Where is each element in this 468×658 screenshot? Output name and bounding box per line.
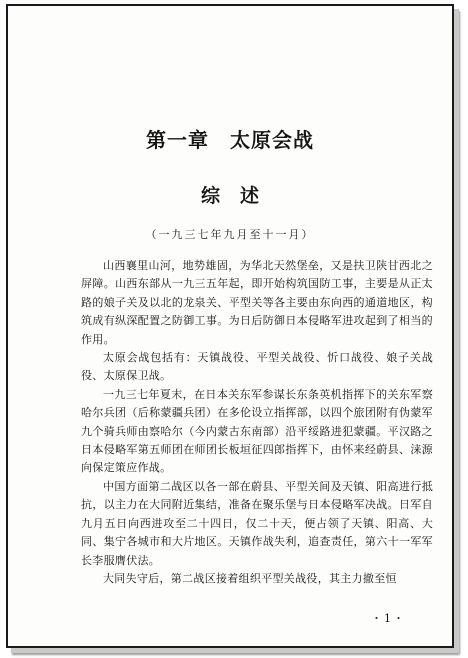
paragraph: 山西襄里山河，地势雄固，为华北天然堡垒，又是扶卫陕甘西北之屏障。山西东部从一九三五年起，即开始构筑国防工事，主要是从正太路的娘子关及以北的龙泉关、平型关等各主要由东向西的通道地区，构筑成有纵深配置之防御工事。为日后防御日本侵略军进攻起到了相当的作用。 xyxy=(81,259,433,346)
paragraph: 中国方面第二战区以各一部在蔚县、平型关间及天镇、阳高进行抵抗，以主力在大同附近集结，准备在聚乐堡与日本侵略军决战。日军自九月五日向西进攻至二十四日，仅二十天，便占领了天镇、阳高、大同、集宁各城市和大片地区。天镇作战失利，追查责任，第六十一军军长李服膺伏法。 xyxy=(81,479,433,567)
date-range: （一九三七年九月至十一月） xyxy=(145,228,315,241)
chapter-title: 第一章 太原会战 xyxy=(146,128,314,152)
document-page xyxy=(6,4,454,648)
paragraph: 大同失守后，第二战区接着组织平型关战役，其主力撤至恒 xyxy=(103,571,397,585)
section-title: 综述 xyxy=(200,185,279,207)
body-text xyxy=(81,257,433,588)
paragraph: 太原会战包括有：天镇战役、平型关战役、忻口战役、娘子关战役、太原保卫战。 xyxy=(81,351,433,383)
page-number: ・1・ xyxy=(371,612,406,625)
paragraph: 一九三七年夏末，在日本关东军参谋长东条英机指挥下的关东军察哈尔兵团（后称蒙疆兵团）在多伦设立指挥部，以四个旅团附有伪蒙军九个骑兵师由察哈尔（今内蒙古东南部）沿平绥路进犯蒙疆。平汉路之日本侵略军第五师团在师团长板垣征四郎指挥下，由怀来经蔚县、涞源向保定策应作战。 xyxy=(81,387,433,475)
